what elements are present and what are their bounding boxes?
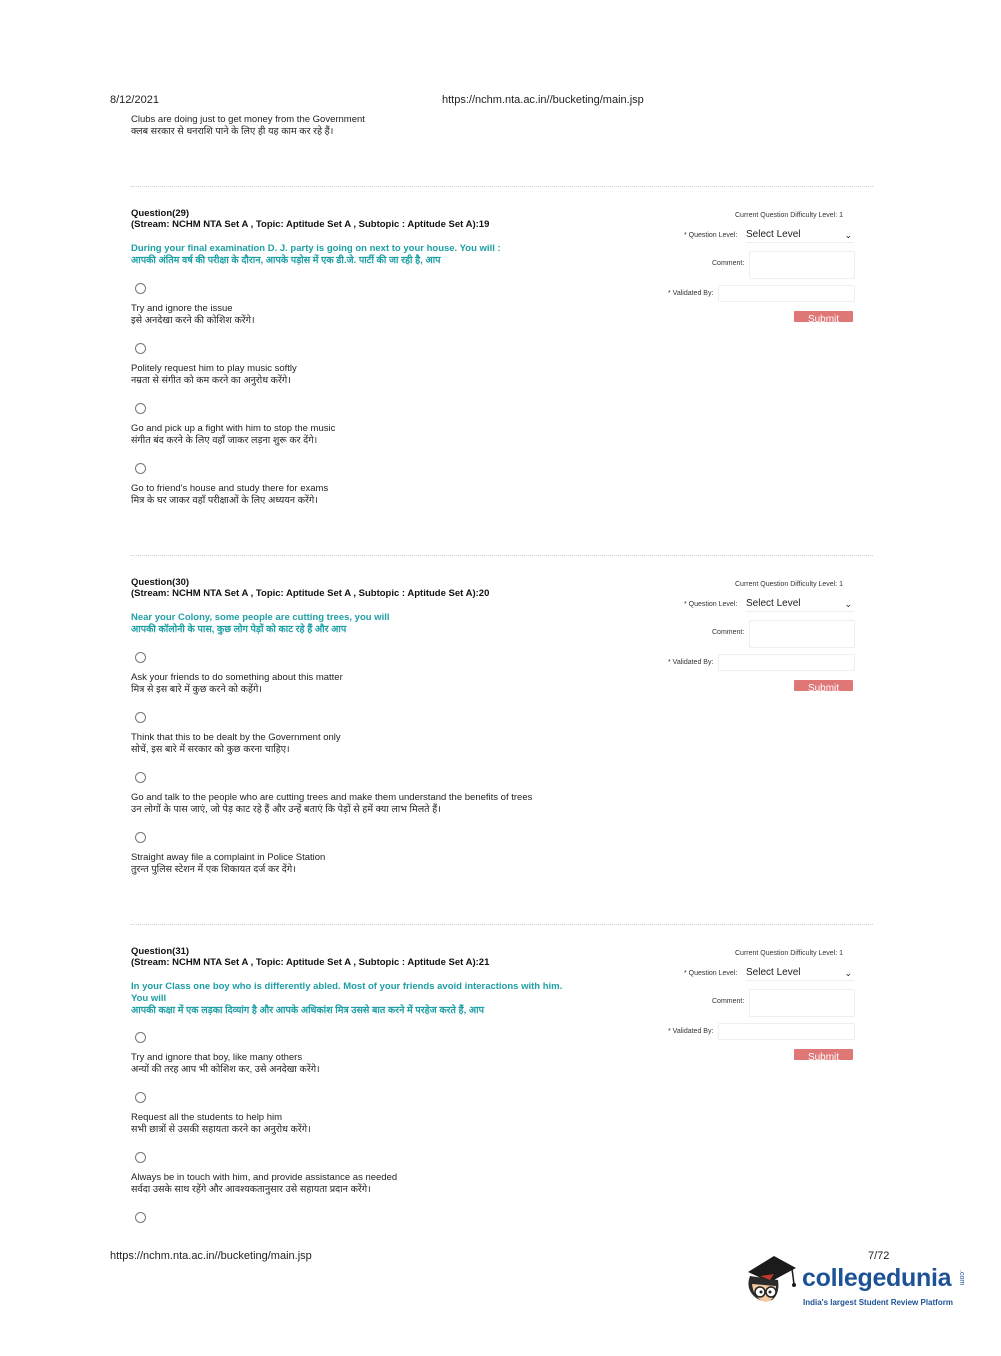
comment-label: Comment: [712, 998, 745, 1005]
question-level-select[interactable] [746, 597, 854, 612]
option-en: Try and ignore that boy, like many others [131, 1052, 303, 1063]
option-hi: उन लोगों के पास जाएं, जो पेड़ काट रहे हैं और उन्हें बताएं कि पेड़ों से हमें क्या लाभ मिलते हैं। [131, 804, 441, 815]
question-text-en: In your Class one boy who is differently abled. Most of your friends avoid interactions with him. [131, 981, 563, 992]
question-level-select[interactable] [746, 228, 854, 243]
select-value: Select Level [746, 967, 801, 978]
chevron-down-icon: ⌄ [844, 599, 852, 609]
option-en: Go and pick up a fight with him to stop the music [131, 423, 336, 434]
logo-wordmark [802, 1264, 951, 1293]
comment-label: Comment: [712, 629, 745, 636]
question-text-hi: आपकी अंतिम वर्ष की परीक्षा के दौरान, आपके पड़ोस में एक डी.जे. पार्टी की जा रही है, आप [131, 255, 441, 266]
question-title: Question(31) [131, 946, 190, 957]
question-text-en: Near your Colony, some people are cutting trees, you will [131, 612, 390, 623]
option-radio[interactable] [135, 1092, 146, 1103]
option-hi: संगीत बंद करने के लिए वहाँ जाकर लड़ना शुरू कर देंगे। [131, 435, 318, 446]
option-hi: इसे अनदेखा करने की कोशिश करेंगे। [131, 315, 255, 326]
comment-field[interactable] [749, 989, 855, 1017]
submit-button[interactable]: Submit [794, 311, 853, 322]
difficulty-label: Current Question Difficulty Level: 1 [735, 212, 844, 219]
question-stream: (Stream: NCHM NTA Set A , Topic: Aptitude Set A , Subtopic : Aptitude Set A):21 [131, 957, 490, 968]
question-text-hi: आपकी कक्षा में एक लड़का दिव्यांग है और आपके अधिकांश मित्र उससे बात करने में परहेज करते हैं, आप [131, 1005, 484, 1016]
option-en: Think that this to be dealt by the Government only [131, 732, 341, 743]
question-level-select[interactable] [746, 966, 854, 981]
question-stream: (Stream: NCHM NTA Set A , Topic: Aptitude Set A , Subtopic : Aptitude Set A):19 [131, 219, 490, 230]
chevron-down-icon: ⌄ [844, 968, 852, 978]
option-en: Politely request him to play music softly [131, 363, 297, 374]
option-en: Always be in touch with him, and provide assistance as needed [131, 1172, 398, 1183]
comment-label: Comment: [712, 260, 745, 267]
question-text-hi: आपकी कॉलोनी के पास, कुछ लोग पेड़ों को काट रहे हैं और आप [131, 624, 347, 635]
option-hi: सभी छात्रों से उसकी सहायता करने का अनुरोध करेंगे। [131, 1124, 311, 1135]
question-text-en: During your final examination D. J. party is going on next to your house. You will : [131, 243, 501, 254]
select-value: Select Level [746, 598, 801, 609]
select-value: Select Level [746, 229, 801, 240]
option-en: Ask your friends to do something about this matter [131, 672, 343, 683]
option-radio[interactable] [135, 772, 146, 783]
option-en: Go and talk to the people who are cutting trees and make them understand the benefits of trees [131, 792, 533, 803]
difficulty-label: Current Question Difficulty Level: 1 [735, 950, 844, 957]
option-hi: मित्र से इस बारे में कुछ करने को कहेंगे। [131, 684, 262, 695]
chevron-down-icon: ⌄ [844, 230, 852, 240]
question-title: Question(29) [131, 208, 190, 219]
option-radio[interactable] [135, 403, 146, 414]
option-hi: तुरन्त पुलिस स्टेशन में एक शिकायत दर्ज कर देंगे। [131, 864, 296, 875]
validated-by-label: * Validated By: [668, 659, 714, 666]
option-radio[interactable] [135, 463, 146, 474]
validated-by-label: * Validated By: [668, 290, 714, 297]
logo-suffix: .com [958, 1270, 965, 1286]
option-hi: सर्वदा उसके साथ रहेंगे और आवश्यकतानुसार उसे सहायता प्रदान करेंगे। [131, 1184, 371, 1195]
option-radio[interactable] [135, 1212, 146, 1223]
divider [131, 186, 873, 187]
question-level-label: * Question Level: [684, 232, 738, 239]
page-number: 7/72 [868, 1250, 890, 1262]
logo-tagline: India's largest Student Review Platform [803, 1298, 953, 1307]
option-en: Request all the students to help him [131, 1112, 283, 1123]
validated-by-field[interactable] [718, 1023, 855, 1040]
validated-by-label: * Validated By: [668, 1028, 714, 1035]
collegedunia-mascot-icon [740, 1250, 800, 1310]
option-radio[interactable] [135, 652, 146, 663]
option-radio[interactable] [135, 1032, 146, 1043]
print-date: 8/12/2021 [110, 94, 159, 106]
option-radio[interactable] [135, 343, 146, 354]
comment-field[interactable] [749, 620, 855, 648]
option-en: Go to friend's house and study there for exams [131, 483, 329, 494]
option-radio[interactable] [135, 283, 146, 294]
print-url: https://nchm.nta.ac.in//bucketing/main.jsp [442, 94, 644, 106]
option-radio[interactable] [135, 832, 146, 843]
question-stream: (Stream: NCHM NTA Set A , Topic: Aptitude Set A , Subtopic : Aptitude Set A):20 [131, 588, 490, 599]
comment-field[interactable] [749, 251, 855, 279]
question-text-en-cont: You will [131, 993, 167, 1004]
prev-option-en: Clubs are doing just to get money from the Government [131, 114, 365, 125]
option-hi: नम्रता से संगीत को कम करने का अनुरोध करेंगे। [131, 375, 291, 386]
validated-by-field[interactable] [718, 285, 855, 302]
footer-url: https://nchm.nta.ac.in//bucketing/main.jsp [110, 1250, 312, 1262]
question-level-label: * Question Level: [684, 601, 738, 608]
option-radio[interactable] [135, 1152, 146, 1163]
validated-by-field[interactable] [718, 654, 855, 671]
divider [131, 924, 873, 925]
logo-name: collegedunia [802, 1264, 952, 1292]
option-en: Try and ignore the issue [131, 303, 233, 314]
option-en: Straight away file a complaint in Police Station [131, 852, 326, 863]
option-hi: मित्र के घर जाकर वहाँ परीक्षाओं के लिए अध्ययन करेंगे। [131, 495, 318, 506]
question-title: Question(30) [131, 577, 190, 588]
submit-button[interactable]: Submit [794, 680, 853, 691]
option-hi: अन्यों की तरह आप भी कोशिश कर, उसे अनदेखा करेंगे। [131, 1064, 320, 1075]
option-radio[interactable] [135, 712, 146, 723]
submit-button[interactable]: Submit [794, 1049, 853, 1060]
question-level-label: * Question Level: [684, 970, 738, 977]
difficulty-label: Current Question Difficulty Level: 1 [735, 581, 844, 588]
divider [131, 555, 873, 556]
prev-option-hi: क्लब सरकार से धनराशि पाने के लिए ही यह काम कर रहे हैं। [131, 126, 334, 137]
option-hi: सोचें, इस बारे में सरकार को कुछ करना चाहिए। [131, 744, 290, 755]
